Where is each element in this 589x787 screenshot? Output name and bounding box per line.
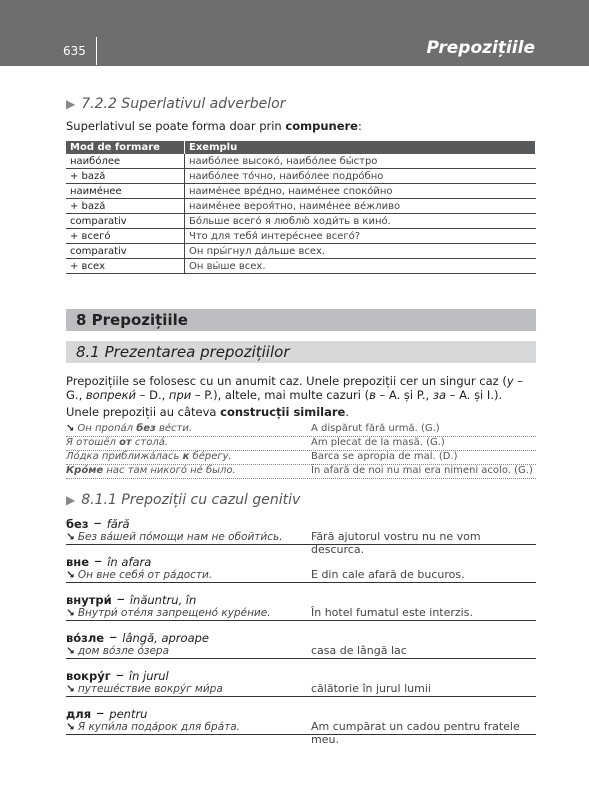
example-ru <box>66 423 192 434</box>
table-cell: comparativ <box>66 214 185 229</box>
example-ru <box>66 531 283 543</box>
triangle-right-icon: ▶ <box>66 97 76 111</box>
headword: внутри́ <box>66 593 112 607</box>
example-ro: Fără ajutorul vostru nu ne vom descurca. <box>311 530 481 556</box>
table-row <box>66 259 536 274</box>
example-ro: Barca se apropia de mal. (D.) <box>311 451 458 462</box>
table-cell: наиме́нее <box>66 184 185 199</box>
table-cell: + bază <box>66 169 185 184</box>
text: – G., <box>66 374 524 402</box>
text: Внутри́ оте́ля запрещено́ куре́ние. <box>77 607 271 619</box>
section-heading-8-1 <box>66 341 536 363</box>
preposition-entry: вокру́г – în jurul ↘ путеше́ствие вокру́г ми́ра călătorie în jurul lumii <box>66 665 536 684</box>
translation: lângă, aproape <box>122 631 209 645</box>
example-line <box>66 605 536 621</box>
headword: вне <box>66 555 90 569</box>
text: от <box>119 437 132 448</box>
table-row <box>66 184 536 199</box>
example-row <box>66 422 536 437</box>
table-header-row <box>66 141 536 154</box>
section-title: 8 Prepozițiile <box>76 311 188 329</box>
corner-arrow-icon: ↘ <box>66 423 75 434</box>
header-divider <box>96 37 97 65</box>
paragraph-cases <box>66 374 536 402</box>
table-cell: + всех <box>66 259 185 274</box>
table-row <box>66 199 536 214</box>
example-ro: călătorie în jurul lumii <box>311 682 431 695</box>
table-cell: + всего́ <box>66 229 185 244</box>
example-ru <box>66 451 232 462</box>
example-ro: Am plecat de la masă. (G.) <box>311 437 445 448</box>
table-cell: Он пры́гнул да́льше всех. <box>185 244 536 259</box>
text: стола́. <box>131 437 169 448</box>
table-row <box>66 229 536 244</box>
triangle-right-icon: ▶ <box>66 493 76 507</box>
table-row <box>66 214 536 229</box>
corner-arrow-icon: ↘ <box>66 569 75 581</box>
text: без <box>136 423 156 434</box>
paragraph-similar <box>66 405 536 419</box>
table-row <box>66 154 536 169</box>
example-ru <box>66 607 271 619</box>
text: нас там никого́ не́ было. <box>103 465 236 476</box>
example-ru <box>66 721 240 733</box>
text: к <box>182 451 190 462</box>
table-cell: наиме́нее вре́дно, наиме́нее споко́йно <box>185 184 536 199</box>
table-cell: наибо́лее то́чно, наибо́лее подро́бно <box>185 169 536 184</box>
text: путеше́ствие вокру́г ми́ра <box>77 683 223 695</box>
preposition-entry: вне – în afara ↘ Он вне себя́ от ра́дости. E din cale afară de bucuros. <box>66 551 536 570</box>
corner-arrow-icon: ↘ <box>66 721 75 733</box>
text: – P.), altele, mai multe cazuri ( <box>191 388 370 402</box>
text: – A. și I.). <box>446 388 503 402</box>
text: Prepozițiile se folosesc cu un anumit caz. Unele prepoziții cer un singur caz ( <box>66 374 507 388</box>
corner-arrow-icon: ↘ <box>66 683 75 695</box>
table-cell: Он вы́ше всех. <box>185 259 536 274</box>
table-cell: Бо́льше всего́ я люблю́ ходи́ть в кино́. <box>185 214 536 229</box>
headword: вокру́г <box>66 669 111 683</box>
example-row <box>66 436 536 451</box>
table-cell: наибо́лее <box>66 154 185 169</box>
corner-arrow-icon: ↘ <box>66 645 75 657</box>
translation: fără <box>106 517 130 531</box>
text: вопреки́ <box>85 388 137 402</box>
text: дом во́зле о́зера <box>77 645 170 657</box>
page-number: 635 <box>63 44 86 58</box>
text: за <box>432 388 447 402</box>
example-ro: casa de lângă lac <box>311 644 407 657</box>
page-header <box>0 0 589 66</box>
table-header: Exemplu <box>185 141 536 154</box>
chapter-title: Prepozițiile <box>426 38 535 58</box>
example-ru <box>66 683 223 695</box>
intro-text-bold: compunere <box>285 119 358 133</box>
corner-arrow-icon: ↘ <box>66 607 75 619</box>
preposition-entry: внутри́ – înăuntru, în ↘ Внутри́ оте́ля запрещено́ куре́ние. În hotel fumatul este interzis. <box>66 589 536 608</box>
text: Он вне себя́ от ра́дости. <box>77 569 213 581</box>
example-ru <box>66 569 212 581</box>
example-ru <box>66 645 169 657</box>
text: ве́сти. <box>155 423 193 434</box>
text: Я купи́ла пода́рок для бра́та. <box>77 721 241 733</box>
headword: для <box>66 707 92 721</box>
example-ro: În afară de noi nu mai era nimeni acolo. (G.) <box>311 465 533 476</box>
text: Без ва́шей по́мощи нам не обойти́сь. <box>77 531 283 543</box>
table-row <box>66 169 536 184</box>
text: Он пропа́л <box>77 423 137 434</box>
preposition-entry: без – fără ↘ Без ва́шей по́мощи нам не обойти́сь. Fără ajutorul vostru nu ne vom descurca. <box>66 513 536 532</box>
subsection-title: 7.2.2 Superlativul adverbelor <box>81 96 286 112</box>
table-cell: + bază <box>66 199 185 214</box>
example-row <box>66 464 536 479</box>
translation: pentru <box>109 707 148 721</box>
text: . <box>345 405 349 419</box>
translation: înăuntru, în <box>129 593 197 607</box>
table-cell: наиме́нее вероя́тно, наиме́нее ве́жливо <box>185 199 536 214</box>
intro-text <box>66 119 362 133</box>
example-line <box>66 681 536 697</box>
example-ro: A dispărut fără urmă. (G.) <box>311 423 440 434</box>
example-ro: E din cale afară de bucuros. <box>311 568 465 581</box>
subsection-heading-8-1-1 <box>66 492 300 508</box>
section-heading-8 <box>66 309 536 331</box>
text: Я отошёл <box>66 437 120 448</box>
table-cell: Что для тебя́ интере́снее всего́? <box>185 229 536 244</box>
example-ro: Am cumpărat un cadou pentru fratele meu. <box>311 720 520 746</box>
example-line <box>66 643 536 659</box>
example-row <box>66 450 536 465</box>
example-line <box>66 567 536 583</box>
text: при <box>168 388 192 402</box>
text: в <box>369 388 376 402</box>
intro-text-post: : <box>357 119 362 133</box>
headword: во́зле <box>66 631 105 645</box>
text: у <box>506 374 514 388</box>
intro-text-pre: Superlativul se poate forma doar prin <box>66 119 286 133</box>
superlative-table <box>66 141 536 274</box>
example-ru <box>66 465 236 476</box>
corner-arrow-icon: ↘ <box>66 531 75 543</box>
example-ru <box>66 437 168 448</box>
text: – A. și P., <box>375 388 433 402</box>
translation: în afara <box>107 555 152 569</box>
headword: без <box>66 517 89 531</box>
text: – D., <box>136 388 169 402</box>
text: бе́регу. <box>189 451 232 462</box>
preposition-entry: для – pentru ↘ Я купи́ла пода́рок для бра́та. Am cumpărat un cadou pentru fratele meu. <box>66 703 536 722</box>
preposition-entry: во́зле – lângă, aproape ↘ дом во́зле о́зера casa de lângă lac <box>66 627 536 646</box>
table-row <box>66 244 536 259</box>
subsection-title: 8.1.1 Prepoziții cu cazul genitiv <box>81 492 301 508</box>
table-cell: comparativ <box>66 244 185 259</box>
section-title: 8.1 Prezentarea prepozițiilor <box>76 343 290 361</box>
text: Кро́ме <box>66 465 104 476</box>
table-header: Mod de formare <box>66 141 185 154</box>
text: Ло́дка приближа́лась <box>66 451 183 462</box>
subsection-heading-7-2-2 <box>66 96 286 112</box>
translation: în jurul <box>128 669 169 683</box>
example-ro: În hotel fumatul este interzis. <box>311 606 473 619</box>
text: Unele prepoziții au câteva <box>66 405 221 419</box>
table-cell: наибо́лее высоко́, наибо́лее бы́стро <box>185 154 536 169</box>
text: construcții similare <box>220 405 346 419</box>
